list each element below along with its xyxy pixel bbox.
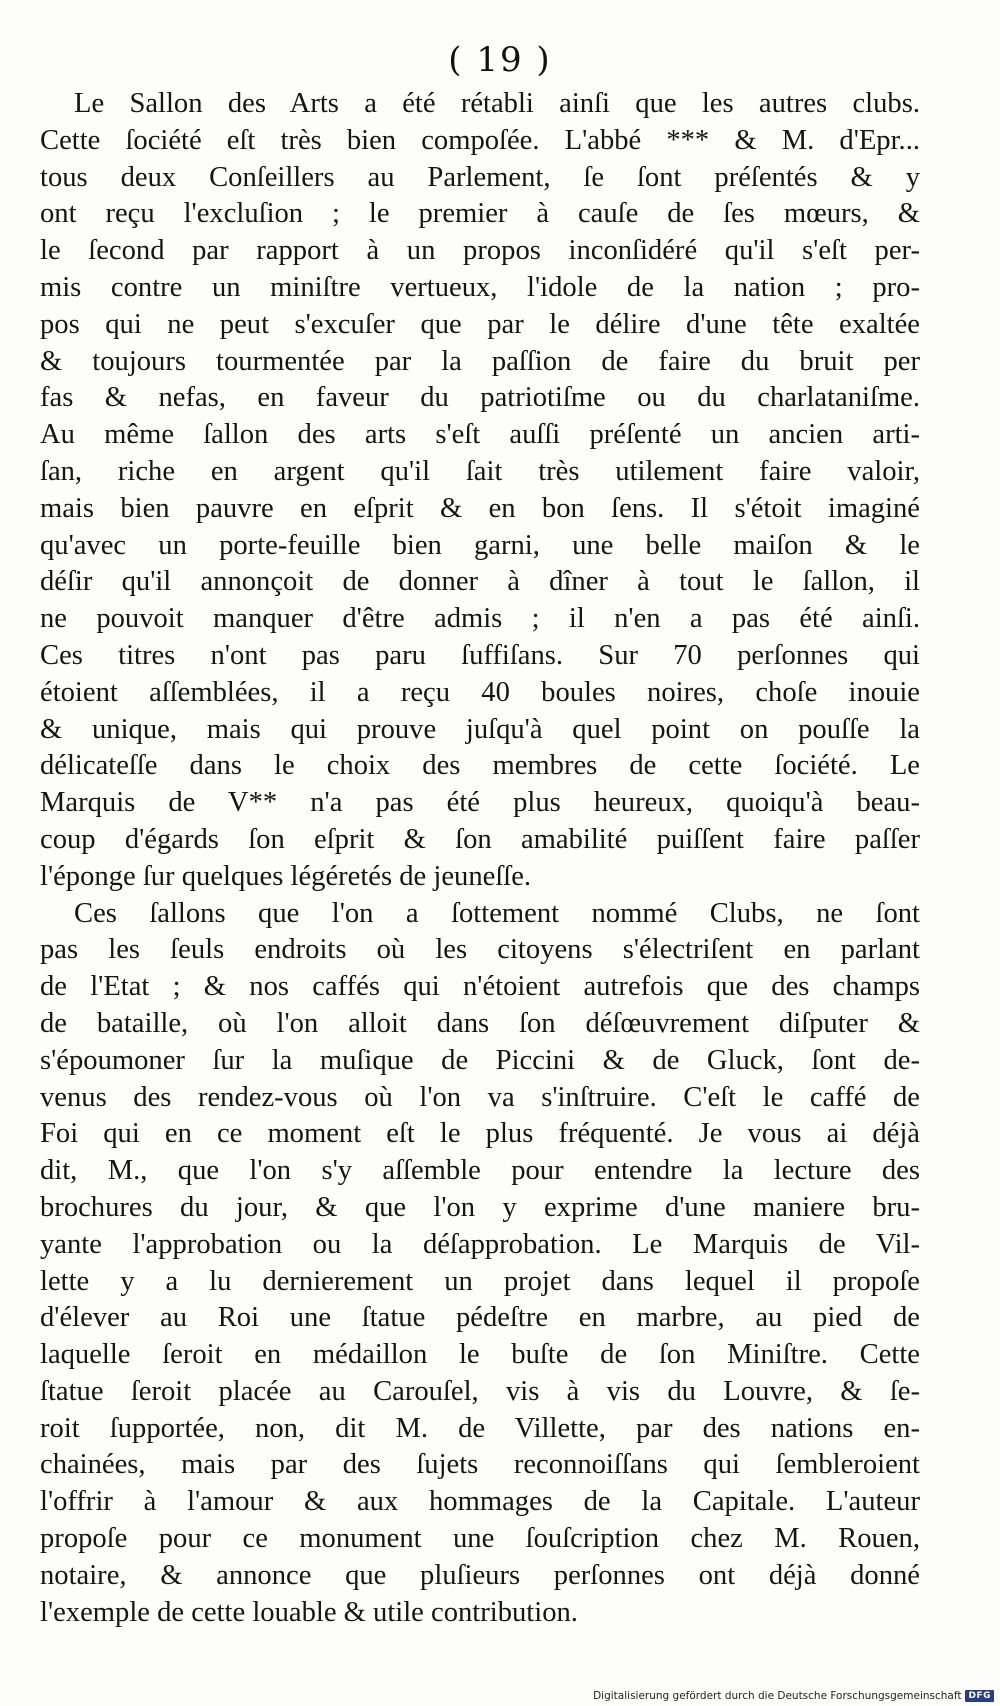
text-line: roit ſupportée, non, dit M. de Villette, par des nations en- — [40, 1412, 920, 1444]
text-line: yante l'approbation ou la déſapprobation. Le Marquis de Vil- — [40, 1228, 920, 1260]
text-line: laquelle ſeroit en médaillon le buſte de ſon Miniſtre. Cette — [40, 1339, 920, 1371]
text-line: propoſe pour ce monument une ſouſcription chez M. Rouen, — [40, 1523, 920, 1555]
paragraph-1 — [40, 86, 920, 896]
text-line: mis contre un miniſtre vertueux, l'idole de la nation ; pro- — [40, 271, 920, 303]
text-line: Cette ſociété eſt très bien compoſée. L'abbé *** & M. d'Epr... — [40, 124, 920, 156]
text-line: étoient aſſemblées, il a reçu 40 boules noires, choſe inouie — [40, 676, 920, 708]
text-line: Ces ſallons que l'on a ſottement nommé Clubs, ne ſont — [74, 897, 920, 929]
text-line: ſan, riche en argent qu'il ſait très utilement faire valoir, — [40, 455, 920, 487]
text-line: ont reçu l'excluſion ; le premier à cauſe de ſes mœurs, & — [40, 198, 920, 230]
text-line: déſir qu'il annonçoit de donner à dîner à tout le ſallon, il — [40, 566, 920, 598]
text-line: & toujours tourmentée par la paſſion de faire du bruit per — [40, 345, 920, 377]
text-line: fas & nefas, en faveur du patriotiſme ou du charlataniſme. — [40, 382, 920, 414]
text-line: lette y a lu dernierement un projet dans lequel il propoſe — [40, 1265, 920, 1297]
text-line: notaire, & annonce que pluſieurs perſonnes ont déjà donné — [40, 1559, 920, 1591]
credit-text: Digitalisierung gefördert durch die Deutsche Forschungsgemeinschaft — [593, 1690, 962, 1702]
text-line: s'époumoner ſur la muſique de Piccini & de Gluck, ſont de- — [40, 1044, 920, 1076]
text-line: l'exemple de cette louable & utile contribution. — [40, 1596, 578, 1628]
text-line: de l'Etat ; & nos caffés qui n'étoient autrefois que des champs — [40, 971, 920, 1003]
text-line: brochures du jour, & que l'on y exprime d'une maniere bru- — [40, 1191, 920, 1223]
text-line: délicateſſe dans le choix des membres de cette ſociété. Le — [40, 750, 920, 782]
dfg-logo-icon: DFG — [965, 1690, 994, 1702]
paragraph-2 — [40, 896, 920, 1632]
text-line: de bataille, où l'on alloit dans ſon déſœuvrement diſputer & — [40, 1007, 920, 1039]
text-line: venus des rendez-vous où l'on va s'inſtruire. C'eſt le caffé de — [40, 1081, 920, 1113]
text-line: qu'avec un porte-feuille bien garni, une belle maiſon & le — [40, 529, 920, 561]
text-line: Ces titres n'ont pas paru ſuffiſans. Sur 70 perſonnes qui — [40, 639, 920, 671]
page-number: ( 19 ) — [448, 40, 552, 80]
text-line: mais bien pauvre en eſprit & en bon ſens. Il s'étoit imaginé — [40, 492, 920, 524]
text-line: chainées, mais par des ſujets reconnoiſſans qui ſembleroient — [40, 1449, 920, 1481]
text-line: Le Sallon des Arts a été rétabli ainſi que les autres clubs. — [74, 88, 920, 119]
text-line: l'éponge ſur quelques légéretés de jeuneſſe. — [40, 860, 532, 892]
text-line: tous deux Conſeillers au Parlement, ſe ſont préſentés & y — [40, 161, 920, 193]
text-line: Foi qui en ce moment eſt le plus fréquenté. Je vous ai déjà — [40, 1118, 920, 1150]
text-line: ſtatue ſeroit placée au Carouſel, vis à vis du Louvre, & ſe- — [40, 1375, 920, 1407]
text-line: pos qui ne peut s'excuſer que par le délire d'une tête exaltée — [40, 308, 920, 340]
text-line: ne pouvoit manquer d'être admis ; il n'en a pas été ainſi. — [40, 603, 920, 635]
digitization-credit — [593, 1690, 994, 1702]
text-line: l'offrir à l'amour & aux hommages de la Capitale. L'auteur — [40, 1486, 920, 1518]
text-line: Au même ſallon des arts s'eſt auſſi préſenté un ancien arti- — [40, 419, 920, 451]
text-line: & unique, mais qui prouve juſqu'à quel point on pouſſe la — [40, 713, 920, 745]
text-line: le ſecond par rapport à un propos inconſidéré qu'il s'eſt per- — [40, 235, 920, 267]
text-line: pas les ſeuls endroits où les citoyens s'électriſent en parlant — [40, 934, 920, 966]
text-line: d'élever au Roi une ſtatue pédeſtre en marbre, au pied de — [40, 1302, 920, 1334]
text-line: Marquis de V** n'a pas été plus heureux, quoiqu'à beau- — [40, 787, 920, 819]
text-line: coup d'égards ſon eſprit & ſon amabilité puiſſent faire paſſer — [40, 823, 920, 855]
body-text — [40, 86, 920, 1631]
text-line: dit, M., que l'on s'y aſſemble pour entendre la lecture des — [40, 1155, 920, 1187]
